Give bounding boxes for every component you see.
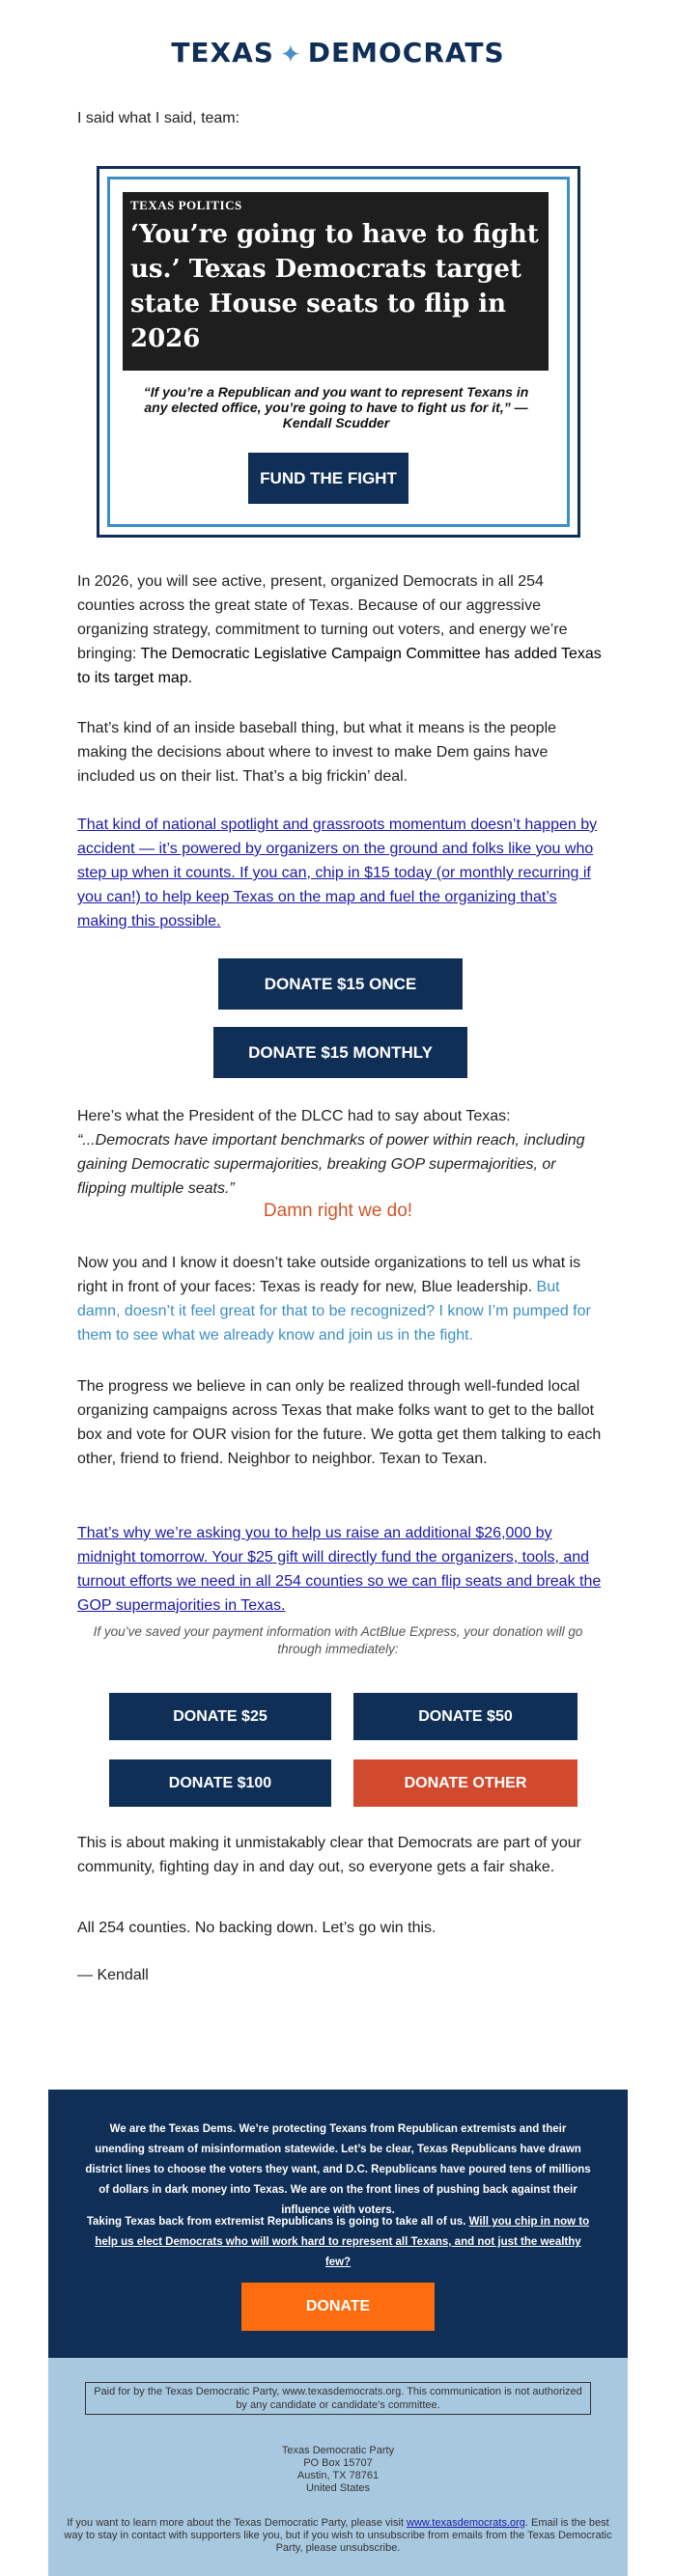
dlcc-intro: Here’s what the President of the DLCC had to say about Texas:	[77, 1108, 511, 1124]
paragraph-community: This is about making it unmistakably clear that Democrats are part of your community, fighting day in and day out, so everyone gets a fair shake.	[77, 1835, 581, 1875]
website-link[interactable]: www.texasdemocrats.org	[407, 2517, 525, 2529]
paragraph-progress: The progress we believe in can only be realized through well-funded local organizing campaigns across Texas that make folks want to get to the ballot box and vote for OUR vision for the future. We gotta get them talking to each other, friend to friend. Neighbor to neighbor. Texan to Texan.	[77, 1378, 602, 1467]
hero-card-inner	[107, 177, 570, 527]
address-line: United States	[305, 2482, 371, 2494]
donate-15-monthly-button[interactable]: DONATE $15 MONTHLY	[213, 1027, 467, 1078]
donate-50-button[interactable]: DONATE $50	[353, 1693, 577, 1740]
learn-pre: If you want to learn more about the Texas Democratic Party, please visit	[67, 2517, 408, 2529]
p1-bold: The Democratic Legislative Campaign Committee has added Texas to its target map.	[77, 646, 602, 686]
paragraph-inside-baseball: That’s kind of an inside baseball thing, but what it means is the people making the decisions about where to invest to make Dem gains have included us on their list. That’s a big frickin’ deal.	[77, 720, 557, 785]
address-line: Austin, TX 78761	[296, 2470, 380, 2481]
address-line: Texas Democratic Party	[281, 2445, 395, 2456]
mailing-address	[48, 2445, 628, 2495]
paragraph-blue-leadership	[77, 1251, 604, 1347]
logo-right-word: DEMOCRATS	[307, 37, 505, 69]
donate-100-button[interactable]: DONATE $100	[109, 1759, 331, 1807]
texas-democrats-logo	[0, 37, 676, 69]
p5-plain: Now you and I know it doesn’t take outside organizations to tell us what is right in front of your faces: Texas is ready for new, Blue leadership.	[77, 1255, 581, 1295]
fund-the-fight-button[interactable]: FUND THE FIGHT	[248, 453, 408, 504]
learn-more-text	[58, 2517, 618, 2555]
paragraph-all-counties: All 254 counties. No backing down. Let’s go win this.	[77, 1920, 437, 1936]
footer-legal	[48, 2358, 628, 2576]
hero-headline: ‘You’re going to have to fight us.’ Texas Democrats target state House seats to flip in 2026	[130, 220, 539, 353]
hero-headline-box[interactable]	[123, 192, 549, 371]
p1-plain: In 2026, you will see active, present, organized Democrats in all 254 counties across the great state of Texas. Because of our aggressive organizing strategy, commitment to turning out voters, and energy we’re bringing:	[77, 573, 568, 662]
actblue-note: If you’ve saved your payment information with ActBlue Express, your donation will go through immediately:	[93, 1624, 583, 1656]
donate-other-button[interactable]: DONATE OTHER	[353, 1759, 577, 1807]
footer-ask-plain: Taking Texas back from extremist Republicans is going to take all of us.	[86, 2216, 469, 2228]
donate-15-once-button[interactable]: DONATE $15 ONCE	[218, 958, 463, 1010]
hero-kicker: TEXAS POLITICS	[130, 198, 242, 212]
learn-post: . Email is the best way to stay in contact with supporters like you, but if you wish to unsubscribe from emails from the Texas Democratic Party, please unsubscribe.	[64, 2517, 612, 2554]
footer-donate-button[interactable]: DONATE	[241, 2283, 435, 2331]
signature: — Kendall	[77, 1967, 149, 1983]
dlcc-quote: “...Democrats have important benchmarks of power within reach, including gaining Democratic supermajorities, breaking GOP supermajorities, or flipping multiple seats.”	[77, 1132, 585, 1197]
footer-ask-link[interactable]: Will you chip in now to help us elect Democrats who will work hard to represent all Texans, and not just the wealthy few?	[95, 2216, 590, 2268]
footer-ask	[85, 2212, 591, 2273]
paragraph-target-map	[77, 569, 604, 690]
address-line: PO Box 15707	[303, 2457, 373, 2469]
texas-star-icon: ✦	[279, 41, 302, 69]
dlcc-quote-block	[77, 1104, 604, 1201]
hero-quote: “If you’re a Republican and you want to represent Texans in any elected office, you’re going to have to fight us for it,” — Kendall Scudder	[143, 384, 529, 430]
footer-about-text: We are the Texas Dems. We’re protecting Texans from Republican extremists and their unending stream of misinformation statewide. Let’s be clear, Texas Republicans have drawn district lines to choose the voters they want, and D.C. Republicans have poured tens of millions of dollars in dark money into Texas. We are on the front lines of pushing back against their influence with voters.	[85, 2123, 591, 2216]
chip-in-15-link[interactable]: That kind of national spotlight and grassroots momentum doesn’t happen by accident — it’s powered by organizers on the ground and folks like you who step up when it counts. If you can, chip in $15 today (or monthly recurring if you can!) to help keep Texas on the map and fuel the organizing that’s making this possible.	[77, 817, 598, 929]
damn-right-heading: Damn right we do!	[263, 1201, 413, 1221]
greeting: I said what I said, team:	[77, 110, 240, 126]
hero-card	[97, 166, 580, 538]
paid-for-disclaimer: Paid for by the Texas Democratic Party, www.texasdemocrats.org. This communication is not authorized by any candidate or candidate’s committee.	[85, 2382, 591, 2415]
logo-left-word: TEXAS	[171, 37, 274, 69]
p5-blue: But damn, doesn’t it feel great for that to be recognized? I know I’m pumped for them to see what we already know and join us in the fight.	[77, 1279, 591, 1343]
raise-26000-link[interactable]: That’s why we’re asking you to help us raise an additional $26,000 by midnight tomorrow. Your $25 gift will directly fund the organizers, tools, and turnout efforts we need in all 254 counties so we can flip seats and break the GOP supermajorities in Texas.	[77, 1525, 602, 1614]
footer-about	[48, 2090, 628, 2358]
donate-25-button[interactable]: DONATE $25	[109, 1693, 331, 1740]
